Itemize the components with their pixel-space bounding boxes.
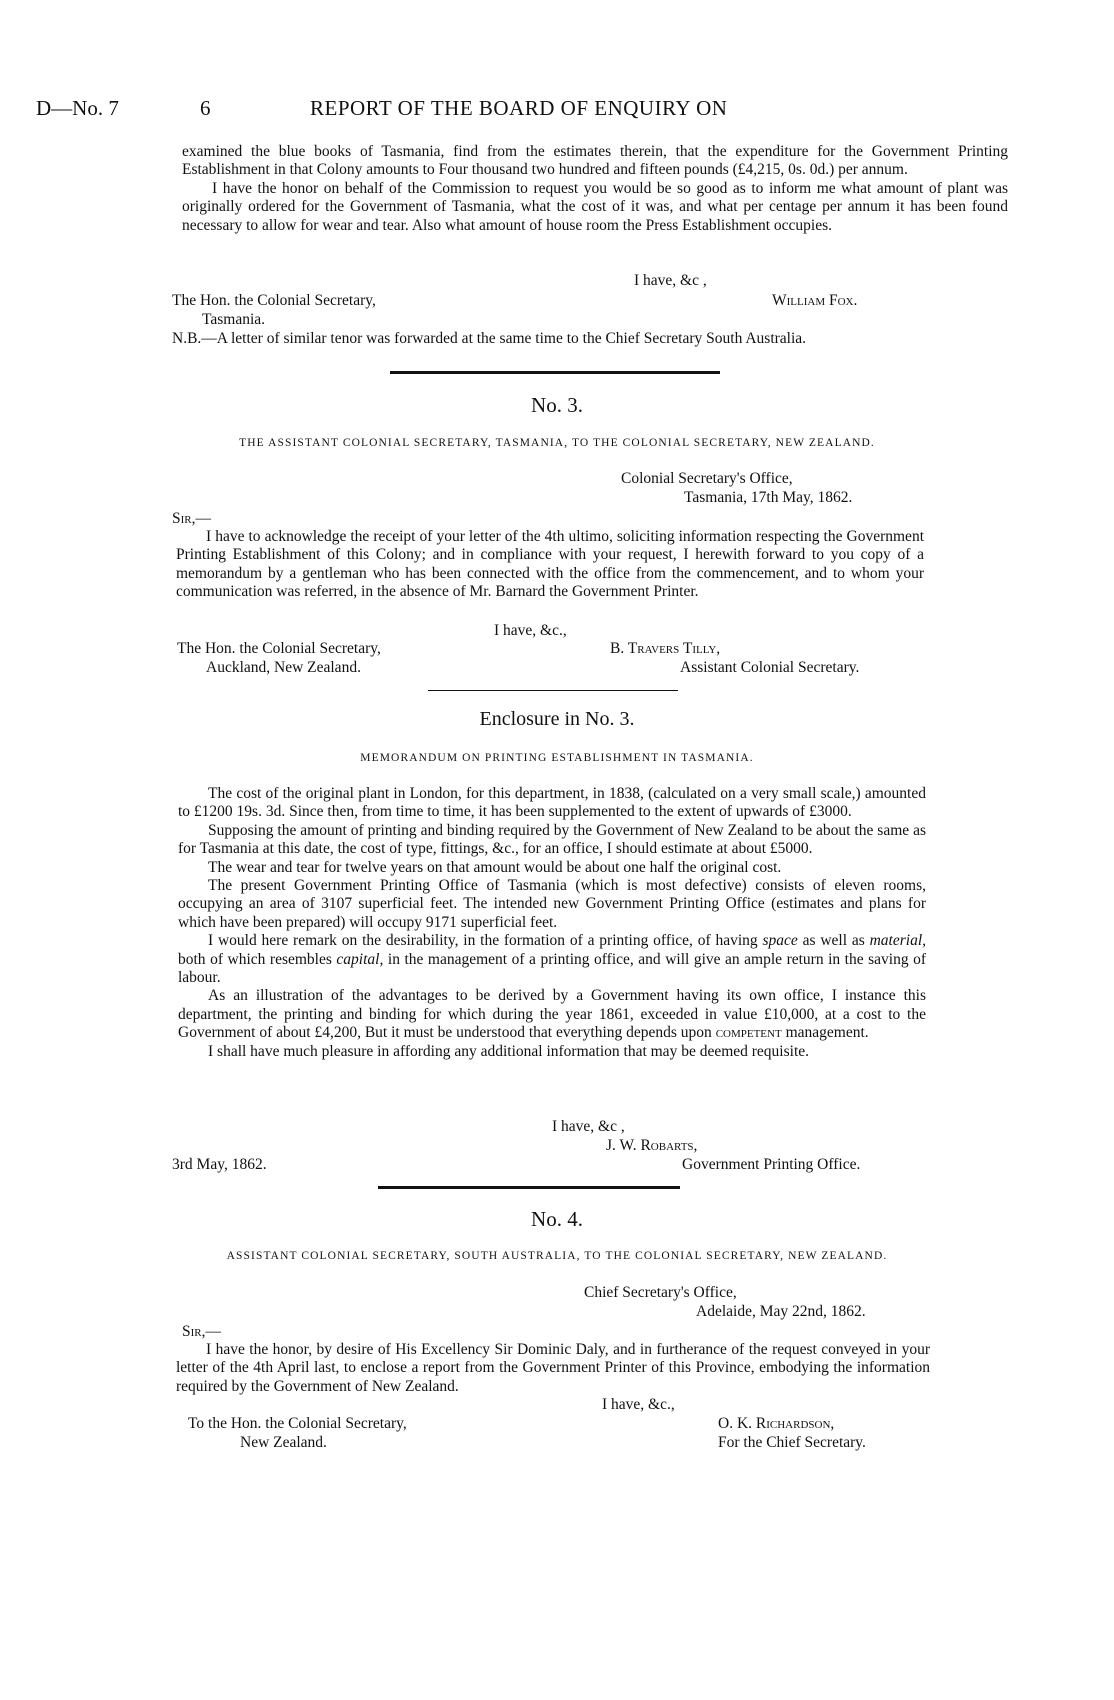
signatory-title: For the Chief Secretary. xyxy=(718,1434,866,1451)
addressee-location: Tasmania. xyxy=(202,311,266,328)
paragraph: Supposing the amount of printing and binding required by the Government of New Zealand to be about the same as for Tasmania at this date, the cost of type, fittings, &c., for an office, I should estimate at about £5000. xyxy=(178,821,926,858)
signatory: B. Travers Tilly, xyxy=(610,640,721,657)
salutation: Sir,— xyxy=(182,1323,221,1340)
section-number: No. 4. xyxy=(531,1207,583,1231)
enclosure-title: Enclosure in No. 3. xyxy=(479,708,635,730)
nb-note xyxy=(172,330,920,348)
signatory-title: Government Printing Office. xyxy=(682,1156,861,1173)
paragraph: I have the honor on behalf of the Commission to request you would be so good as to inform me what amount of plant was originally ordered for the Government of Tasmania, what the cost of it was, and what per centage per annum it has been found necessary to allow for wear and tear. Also what amount of house room the Press Establishment occupies. xyxy=(182,179,1008,234)
office-date: Tasmania, 17th May, 1862. xyxy=(684,489,853,506)
paragraph: I have to acknowledge the receipt of your letter of the 4th ultimo, soliciting information respecting the Government Printing Establishment of this Colony; and in compliance with your request, I herewith forward to you copy of a memorandum by a gentleman who has been connected with the office from the commencement, and to whom your communication was referred, in the absence of Mr. Barnard the Government Printer. xyxy=(176,528,924,601)
paragraph: The wear and tear for twelve years on that amount would be about one half the original cost. xyxy=(208,858,782,876)
addressee-location: Auckland, New Zealand. xyxy=(206,659,361,676)
document-code: D—No. 7 xyxy=(36,96,119,120)
closing: I have, &c , xyxy=(634,272,707,289)
memorandum-body xyxy=(178,785,926,1061)
office-date: Adelaide, May 22nd, 1862. xyxy=(696,1303,866,1320)
letter-continuation xyxy=(182,143,1008,235)
paragraph: I have the honor, by desire of His Excellency Sir Dominic Daly, and in furtherance of the request conveyed in your letter of the 4th April last, to enclose a report from the Government Printer of this Province, embodying the information required by the Government of New Zealand. xyxy=(176,1341,930,1395)
paragraph: N.B.—A letter of similar tenor was forwarded at the same time to the Chief Secretary South Australia. xyxy=(172,330,807,347)
section-divider xyxy=(428,690,678,691)
section-heading: ASSISTANT COLONIAL SECRETARY, SOUTH AUSTRALIA, TO THE COLONIAL SECRETARY, NEW ZEALAND. xyxy=(226,1250,888,1262)
page-title: REPORT OF THE BOARD OF ENQUIRY ON xyxy=(310,96,728,120)
office-line: Colonial Secretary's Office, xyxy=(621,470,793,487)
section-divider xyxy=(390,371,720,374)
signatory: William Fox. xyxy=(772,292,858,309)
memo-date: 3rd May, 1862. xyxy=(172,1156,267,1173)
closing: I have, &c , xyxy=(552,1118,625,1135)
office-line: Chief Secretary's Office, xyxy=(584,1284,737,1301)
paragraph: I shall have much pleasure in affording any additional information that may be deemed requisite. xyxy=(208,1042,810,1060)
section-divider xyxy=(378,1186,680,1189)
section-heading: THE ASSISTANT COLONIAL SECRETARY, TASMANIA, TO THE COLONIAL SECRETARY, NEW ZEALAND. xyxy=(239,437,875,449)
letter-body xyxy=(176,1341,930,1396)
letter-body xyxy=(176,528,924,602)
signatory: J. W. Robarts, xyxy=(606,1137,698,1154)
addressee: To the Hon. the Colonial Secretary, xyxy=(188,1415,407,1432)
paragraph: examined the blue books of Tasmania, find from the estimates therein, that the expenditure for the Government Printing Establishment in that Colony amounts to Four thousand two hundred and fifteen pounds (£4,215, 0s. 0d.) per annum. xyxy=(182,143,1008,179)
signatory-title: Assistant Colonial Secretary. xyxy=(680,659,860,676)
addressee-location: New Zealand. xyxy=(240,1434,327,1451)
paragraph: As an illustration of the advantages to be derived by a Government having its own office, I instance this department, the printing and binding for which during the year 1861, exceeded in value £10,000, at a cost to the Government of about £4,200, But it must be understood that everything depends upon competent management. xyxy=(178,987,926,1042)
salutation: Sir,— xyxy=(172,510,211,527)
addressee: The Hon. the Colonial Secretary, xyxy=(177,640,381,657)
closing: I have, &c., xyxy=(494,622,567,639)
paragraph: The cost of the original plant in London, for this department, in 1838, (calculated on a very small scale,) amounted to £1200 19s. 3d. Since then, from time to time, it has been supplemented to the extent of upwards of £3000. xyxy=(178,785,926,821)
paragraph: The present Government Printing Office of Tasmania (which is most defective) consists of eleven rooms, occupying an area of 3107 superficial feet. The intended new Government Printing Office (estimates and plans for which have been prepared) will occupy 9171 superficial feet. xyxy=(178,877,926,931)
closing: I have, &c., xyxy=(602,1396,675,1413)
section-number: No. 3. xyxy=(531,393,583,417)
paragraph: I would here remark on the desirability, in the formation of a printing office, of having space as well as material, both of which resembles capital, in the management of a printing office, and will give an ample return in the saving of labour. xyxy=(178,932,927,987)
enclosure-heading: MEMORANDUM ON PRINTING ESTABLISHMENT IN TASMANIA. xyxy=(360,752,754,764)
page-number: 6 xyxy=(200,96,211,120)
signatory: O. K. Richardson, xyxy=(718,1415,835,1432)
addressee: The Hon. the Colonial Secretary, xyxy=(172,292,376,309)
